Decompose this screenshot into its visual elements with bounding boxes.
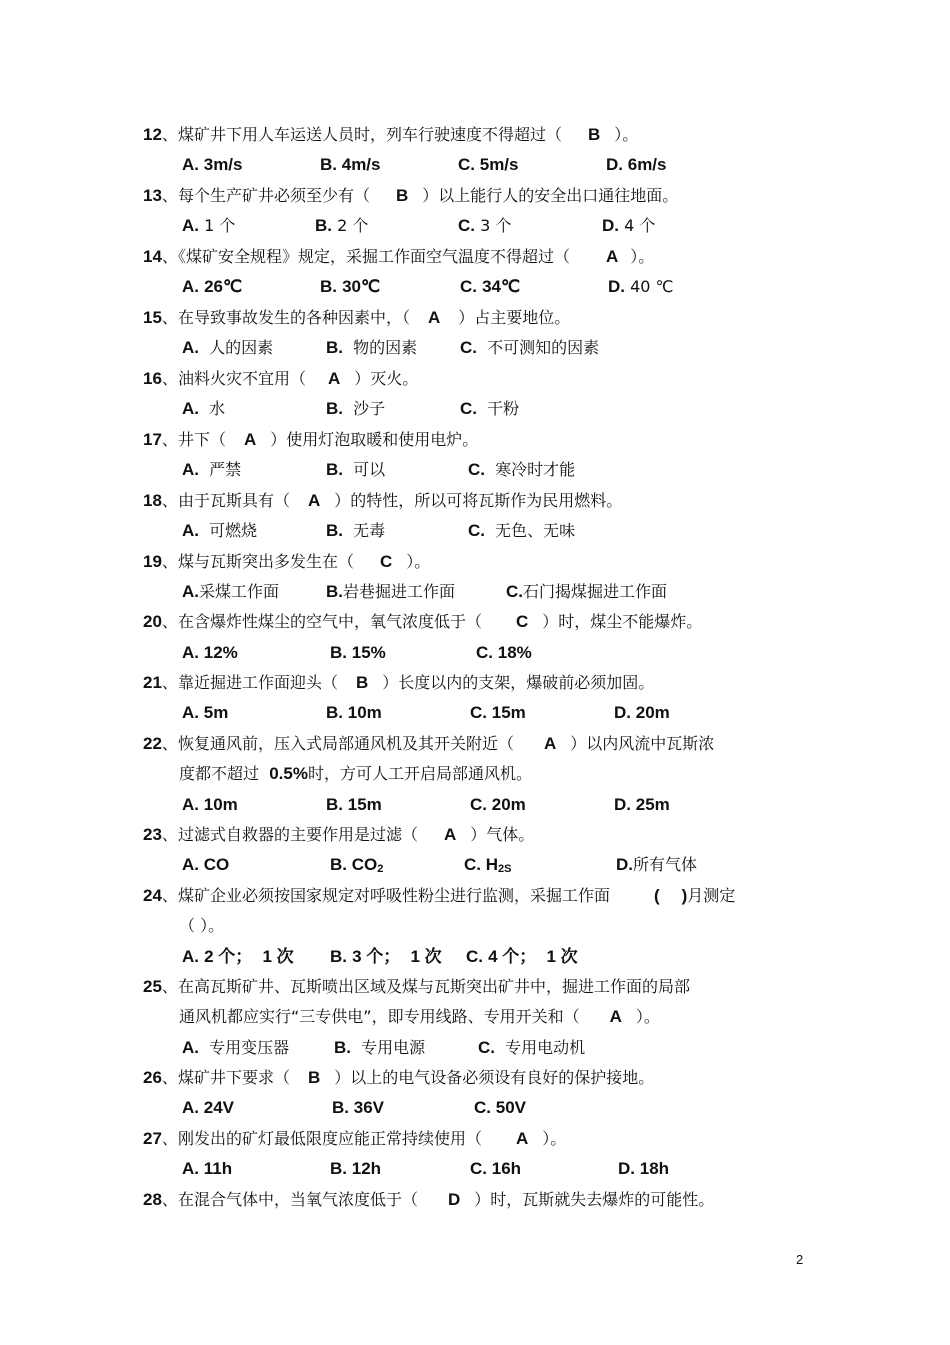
question-number: 26 bbox=[143, 1068, 162, 1087]
separator: 、 bbox=[161, 977, 178, 996]
option-b: B.岩巷掘进工作面 bbox=[326, 582, 456, 601]
question-15 bbox=[143, 303, 570, 333]
question-21 bbox=[143, 668, 654, 698]
question-number: 27 bbox=[143, 1129, 162, 1148]
option-c: C. 无色、无味 bbox=[468, 521, 576, 540]
question-number: 28 bbox=[143, 1190, 162, 1209]
page-number: 2 bbox=[796, 1252, 804, 1267]
question-number: 18 bbox=[143, 491, 162, 510]
question-text: 油料火灾不宜用（ bbox=[177, 369, 306, 388]
option-b: B. 3 个； 1 次 bbox=[330, 947, 442, 966]
separator: 、 bbox=[161, 673, 178, 692]
option-c: C. 34℃ bbox=[460, 277, 521, 296]
question-text: （ ）。 bbox=[179, 916, 225, 935]
question-text: 由于瓦斯具有（ bbox=[177, 491, 290, 510]
option-a: A. 11h bbox=[182, 1159, 233, 1178]
question-24-continued bbox=[179, 911, 224, 941]
option-b: B. 无毒 bbox=[326, 521, 386, 540]
separator: 、 bbox=[161, 247, 178, 266]
option-b: B. 30℃ bbox=[320, 277, 381, 296]
question-text-end: ）气体。 bbox=[470, 825, 535, 844]
separator: 、 bbox=[161, 1129, 178, 1148]
option-c: C. 寒冷时才能 bbox=[468, 460, 576, 479]
option-a: A. 1 个 bbox=[182, 216, 236, 235]
question-19 bbox=[143, 547, 430, 577]
answer: A bbox=[605, 247, 619, 266]
option-a: A. 12% bbox=[182, 643, 238, 662]
question-text: 井下（ bbox=[177, 430, 226, 449]
answer: A bbox=[515, 1129, 529, 1148]
option-c: C. 3 个 bbox=[458, 216, 512, 235]
question-text: 在含爆炸性煤尘的空气中，氧气浓度低于（ bbox=[177, 612, 482, 631]
question-text-end: 时，方可人工开启局部通风机。 bbox=[307, 764, 532, 783]
separator: 、 bbox=[161, 1190, 178, 1209]
question-text: 煤矿企业必须按国家规定对呼吸性粉尘进行监测，采掘工作面 bbox=[177, 886, 610, 905]
separator: 、 bbox=[161, 734, 178, 753]
option-b: B. 可以 bbox=[326, 460, 386, 479]
question-text: 在混合气体中，当氧气浓度低于（ bbox=[177, 1190, 418, 1209]
question-25 bbox=[143, 972, 690, 1002]
separator: 、 bbox=[161, 491, 178, 510]
bold-value: 0.5% bbox=[269, 764, 308, 783]
option-c: C. 5m/s bbox=[458, 155, 519, 174]
answer: A bbox=[243, 430, 257, 449]
separator: 、 bbox=[161, 125, 178, 144]
question-text: 过滤式自救器的主要作用是过滤（ bbox=[177, 825, 418, 844]
option-c: C. $H_{2S}$ bbox=[464, 855, 512, 875]
answer: B bbox=[307, 1068, 321, 1087]
question-number: 24 bbox=[143, 886, 162, 905]
separator: 、 bbox=[161, 612, 178, 631]
option-c: C. 15m bbox=[470, 703, 526, 722]
question-text-end: ）长度以内的支架，爆破前必须加固。 bbox=[382, 673, 655, 692]
question-text-end: ）的特性，所以可将瓦斯作为民用燃料。 bbox=[334, 491, 623, 510]
question-text: 刚发出的矿灯最低限度应能正常持续使用（ bbox=[177, 1129, 482, 1148]
option-c: C. 50V bbox=[474, 1098, 526, 1117]
question-text: 靠近掘进工作面迎头（ bbox=[177, 673, 338, 692]
question-text: 每个生产矿井必须至少有（ bbox=[177, 186, 370, 205]
question-20 bbox=[143, 607, 702, 637]
question-number: 14 bbox=[143, 247, 162, 266]
option-b: B. 36V bbox=[332, 1098, 384, 1117]
answer: A bbox=[307, 491, 321, 510]
answer: D bbox=[447, 1190, 461, 1209]
separator: 、 bbox=[161, 430, 178, 449]
question-text: 在导致事故发生的各种因素中，（ bbox=[177, 308, 410, 327]
question-23 bbox=[143, 820, 534, 850]
option-b: B. 12h bbox=[330, 1159, 382, 1178]
question-22 bbox=[143, 729, 714, 759]
question-number: 15 bbox=[143, 308, 162, 327]
option-a: A. 5m bbox=[182, 703, 229, 722]
question-text-end: ）时，煤尘不能爆炸。 bbox=[542, 612, 703, 631]
question-text-end: ）。 bbox=[635, 1007, 660, 1026]
question-text-end: ）灭火。 bbox=[354, 369, 419, 388]
answer: B bbox=[587, 125, 601, 144]
option-d: D. 20m bbox=[614, 703, 670, 722]
answer: A bbox=[609, 1007, 622, 1026]
option-c: C. 20m bbox=[470, 795, 526, 814]
option-a: A. 可燃烧 bbox=[182, 521, 258, 540]
question-text-end: ）。 bbox=[542, 1129, 567, 1148]
separator: 、 bbox=[161, 825, 178, 844]
option-b: B. 10m bbox=[326, 703, 382, 722]
option-a: A. 人的因素 bbox=[182, 338, 274, 357]
option-b: B. 15% bbox=[330, 643, 386, 662]
option-c: C. 不可测知的因素 bbox=[460, 338, 600, 357]
separator: 、 bbox=[161, 1068, 178, 1087]
separator: 、 bbox=[161, 369, 178, 388]
question-text: 在高瓦斯矿井、瓦斯喷出区域及煤与瓦斯突出矿井中，掘进工作面的局部 bbox=[177, 977, 690, 996]
option-b: B. 沙子 bbox=[326, 399, 386, 418]
question-24 bbox=[143, 881, 735, 911]
question-text: 煤矿井下用人车运送人员时，列车行驶速度不得超过（ bbox=[177, 125, 562, 144]
question-text-end: ）以内风流中瓦斯浓 bbox=[570, 734, 715, 753]
question-text-end: ）占主要地位。 bbox=[458, 308, 571, 327]
question-number: 23 bbox=[143, 825, 162, 844]
question-number: 20 bbox=[143, 612, 162, 631]
separator: 、 bbox=[161, 552, 178, 571]
option-a: A. 10m bbox=[182, 795, 238, 814]
option-a: A. CO bbox=[182, 855, 230, 874]
question-text: 恢复通风前，压入式局部通风机及其开关附近（ bbox=[177, 734, 514, 753]
question-17 bbox=[143, 425, 478, 455]
option-a: A. 24V bbox=[182, 1098, 234, 1117]
option-d: D. 40 ℃ bbox=[608, 277, 674, 296]
answer: C bbox=[515, 612, 529, 631]
question-text: 度都不超过 bbox=[179, 764, 260, 783]
option-c: C.石门揭煤掘进工作面 bbox=[506, 582, 668, 601]
option-b: B. $CO_2$ bbox=[330, 855, 384, 875]
question-text-end: ）。 bbox=[614, 125, 639, 144]
option-b: B. 4m/s bbox=[320, 155, 381, 174]
question-16 bbox=[143, 364, 418, 394]
option-b: B. 15m bbox=[326, 795, 382, 814]
answer: B bbox=[395, 186, 409, 205]
option-d: D. 6m/s bbox=[606, 155, 667, 174]
option-c: C. 18% bbox=[476, 643, 532, 662]
answer-open: ( bbox=[653, 886, 660, 905]
option-b: B. 2 个 bbox=[315, 216, 369, 235]
question-text-end: 月测定 bbox=[687, 886, 736, 905]
question-text-end: ）以上的电气设备必须设有良好的保护接地。 bbox=[334, 1068, 655, 1087]
separator: 、 bbox=[161, 308, 178, 327]
answer-close: ) bbox=[681, 886, 688, 905]
question-number: 17 bbox=[143, 430, 162, 449]
question-text-end: ）。 bbox=[406, 552, 431, 571]
question-number: 22 bbox=[143, 734, 162, 753]
question-text: 煤与瓦斯突出多发生在（ bbox=[177, 552, 354, 571]
separator: 、 bbox=[161, 186, 178, 205]
option-a: A. 严禁 bbox=[182, 460, 242, 479]
question-number: 21 bbox=[143, 673, 162, 692]
question-number: 12 bbox=[143, 125, 162, 144]
option-a: A.采煤工作面 bbox=[182, 582, 280, 601]
option-d: D.所有气体 bbox=[616, 855, 698, 874]
option-b: B. 专用电源 bbox=[334, 1038, 426, 1057]
question-13 bbox=[143, 181, 678, 211]
option-c: C. 干粉 bbox=[460, 399, 520, 418]
question-12 bbox=[143, 120, 638, 150]
question-number: 16 bbox=[143, 369, 162, 388]
question-text-end: ）时，瓦斯就失去爆炸的可能性。 bbox=[474, 1190, 715, 1209]
answer: B bbox=[355, 673, 369, 692]
option-a: A. 3m/s bbox=[182, 155, 243, 174]
option-d: D. 25m bbox=[614, 795, 670, 814]
separator: 、 bbox=[161, 886, 178, 905]
question-text: 《煤矿安全规程》规定，采掘工作面空气温度不得超过（ bbox=[177, 247, 570, 266]
option-c: C. 16h bbox=[470, 1159, 522, 1178]
answer: A bbox=[543, 734, 557, 753]
answer: A bbox=[427, 308, 441, 327]
answer: A bbox=[443, 825, 457, 844]
question-18 bbox=[143, 486, 622, 516]
option-a: A. 水 bbox=[182, 399, 226, 418]
question-text-end: ）使用灯泡取暖和使用电炉。 bbox=[270, 430, 479, 449]
answer: A bbox=[327, 369, 341, 388]
option-a: A. 26℃ bbox=[182, 277, 243, 296]
question-27 bbox=[143, 1124, 566, 1154]
question-28 bbox=[143, 1185, 714, 1215]
option-d: D. 4 个 bbox=[602, 216, 656, 235]
question-text: 煤矿井下要求（ bbox=[177, 1068, 290, 1087]
question-text-end: ）以上能行人的安全出口通往地面。 bbox=[422, 186, 679, 205]
question-text-end: ）。 bbox=[630, 247, 655, 266]
answer: C bbox=[379, 552, 393, 571]
question-25-continued bbox=[179, 1002, 660, 1032]
option-b: B. 物的因素 bbox=[326, 338, 418, 357]
question-number: 19 bbox=[143, 552, 162, 571]
option-a: A. 专用变压器 bbox=[182, 1038, 290, 1057]
option-c: C. 4 个； 1 次 bbox=[466, 947, 578, 966]
question-14 bbox=[143, 242, 654, 272]
question-22-continued bbox=[179, 759, 532, 789]
question-number: 25 bbox=[143, 977, 162, 996]
option-c: C. 专用电动机 bbox=[478, 1038, 586, 1057]
question-text: 通风机都应实行“三专供电”，即专用线路、专用开关和（ bbox=[179, 1007, 580, 1026]
option-d: D. 18h bbox=[618, 1159, 670, 1178]
question-number: 13 bbox=[143, 186, 162, 205]
option-a: A. 2 个； 1 次 bbox=[182, 947, 294, 966]
question-26 bbox=[143, 1063, 654, 1093]
